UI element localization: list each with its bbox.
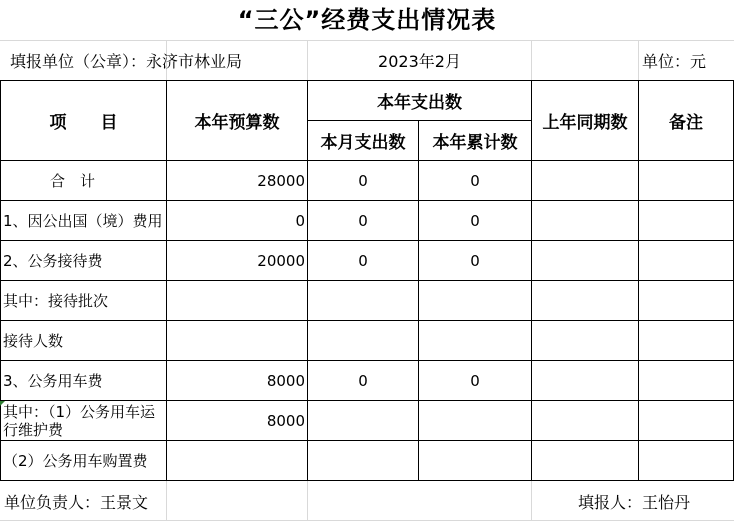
row-total-label: 合 计 — [49, 172, 95, 190]
row-reception-monthly: 0 — [358, 251, 368, 270]
row-vehicle-maintenance-label: 其中：（1）公务用车运行维护费 — [3, 402, 156, 439]
row-total-last-year — [532, 161, 638, 200]
row-overseas-cumulative: 0 — [470, 211, 480, 230]
row-overseas-monthly: 0 — [358, 211, 368, 230]
row-vehicle-purchase-remarks — [639, 441, 733, 480]
row-vehicle-purchase-last-year — [532, 441, 638, 480]
row-batches-budget — [167, 281, 307, 320]
row-batches-remarks — [639, 281, 733, 320]
row-vehicle-label: 3、公务用车费 — [3, 372, 103, 390]
row-visitors-last-year — [532, 321, 638, 360]
header-monthly: 本月支出数 — [320, 133, 406, 153]
row-batches-monthly — [308, 281, 418, 320]
row-visitors-cumulative — [419, 321, 531, 360]
row-total-remarks — [639, 161, 733, 200]
header-cumulative: 本年累计数 — [432, 133, 518, 153]
row-overseas-last-year — [532, 201, 638, 240]
row-reception-cumulative: 0 — [470, 251, 480, 270]
row-overseas-label: 1、因公出国（境）费用 — [3, 211, 163, 230]
row-vehicle-monthly: 0 — [358, 371, 368, 390]
row-vehicle-remarks — [639, 361, 733, 400]
header-remarks: 备注 — [669, 113, 703, 133]
row-batches-cumulative — [419, 281, 531, 320]
row-vehicle-maintenance-monthly — [308, 401, 418, 440]
row-vehicle-purchase-label: （2）公务用车购置费 — [3, 452, 148, 470]
footer-responsible: 单位负责人：王景文 — [4, 492, 149, 512]
page-title: “三公”经费支出情况表 — [237, 6, 497, 34]
row-reception-budget: 20000 — [257, 251, 305, 270]
report-period: 2023年2月 — [378, 51, 461, 71]
currency-unit: 单位：元 — [642, 51, 707, 71]
header-spending-group: 本年支出数 — [377, 93, 462, 113]
header-last-year: 上年同期数 — [542, 113, 628, 133]
row-total-budget: 28000 — [257, 171, 305, 190]
row-vehicle-budget: 8000 — [266, 371, 305, 390]
row-vehicle-cumulative: 0 — [470, 371, 480, 390]
row-vehicle-maintenance-remarks — [639, 401, 733, 440]
row-vehicle-maintenance-cumulative — [419, 401, 531, 440]
row-reception-label: 2、公务接待费 — [3, 252, 103, 270]
row-vehicle-purchase-budget — [167, 441, 307, 480]
row-vehicle-purchase-monthly — [308, 441, 418, 480]
row-visitors-monthly — [308, 321, 418, 360]
footer-filler: 填报人：王怡丹 — [578, 492, 691, 512]
reporting-unit: 填报单位（公章）：永济市林业局 — [10, 51, 243, 71]
row-total-cumulative: 0 — [470, 171, 480, 190]
row-visitors-budget — [167, 321, 307, 360]
row-vehicle-maintenance-last-year — [532, 401, 638, 440]
row-total-monthly: 0 — [358, 171, 368, 190]
row-batches-last-year — [532, 281, 638, 320]
row-visitors-label: 接待人数 — [3, 332, 64, 350]
row-visitors-remarks — [639, 321, 733, 360]
row-vehicle-maintenance-budget: 8000 — [266, 411, 305, 430]
row-vehicle-purchase-cumulative — [419, 441, 531, 480]
row-reception-last-year — [532, 241, 638, 280]
row-overseas-budget: 0 — [295, 211, 305, 230]
row-reception-remarks — [639, 241, 733, 280]
row-batches-label: 其中：接待批次 — [3, 292, 109, 310]
row-overseas-remarks — [639, 201, 733, 240]
row-vehicle-last-year — [532, 361, 638, 400]
header-item: 项 目 — [49, 113, 118, 133]
header-budget: 本年预算数 — [194, 113, 280, 133]
